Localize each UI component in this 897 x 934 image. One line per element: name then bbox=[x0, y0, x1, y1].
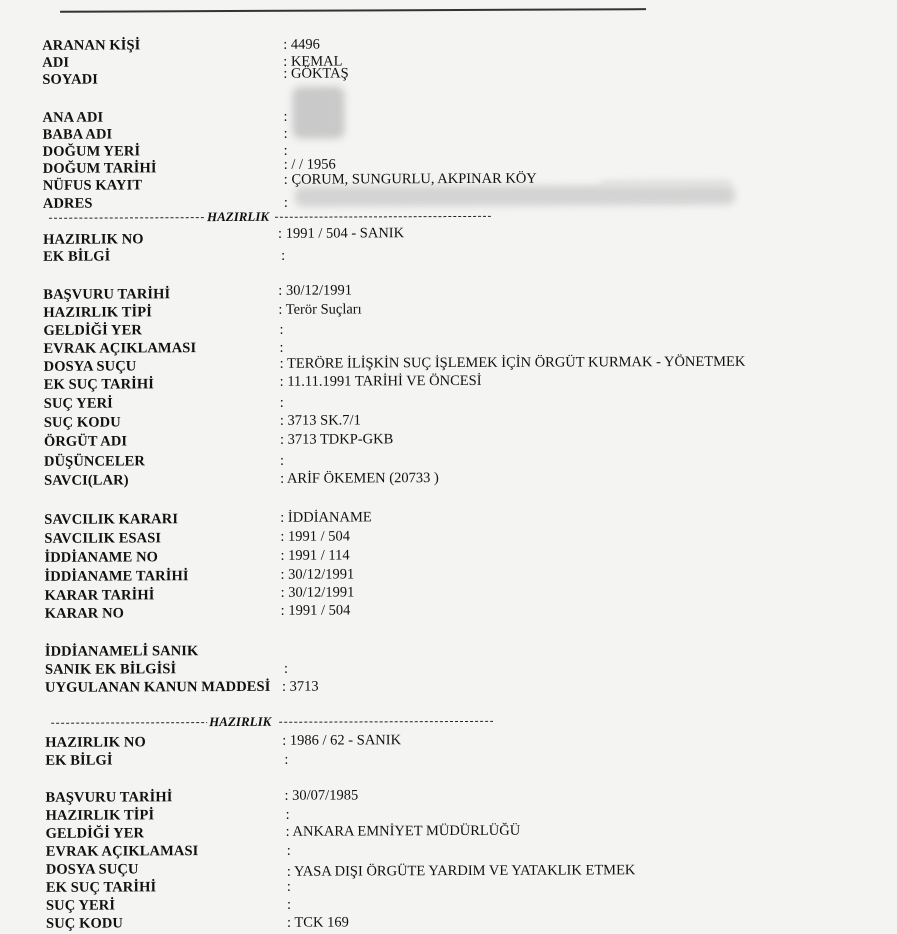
field-value: : ARİF ÖKEMEN (20733 ) bbox=[280, 470, 439, 487]
field-value: : bbox=[279, 339, 284, 356]
field-value: : bbox=[283, 194, 288, 211]
field-label: BAŞVURU TARİHİ bbox=[45, 789, 173, 806]
row-savcilar bbox=[2, 469, 897, 491]
field-value: : 1986 / 62 - SANIK bbox=[282, 732, 402, 749]
field-value: : 4496 bbox=[283, 36, 320, 53]
field-value: : ÇORUM, SUNGURLU, AKPINAR KÖY bbox=[283, 170, 537, 188]
field-label: EK BİLGİ bbox=[43, 248, 111, 265]
field-label: GELDİĞİ YER bbox=[45, 825, 145, 842]
field-value: : bbox=[286, 842, 291, 859]
field-value: : 1991 / 114 bbox=[280, 547, 350, 564]
field-label: SUÇ KODU bbox=[45, 915, 124, 932]
field-value: : bbox=[284, 751, 289, 768]
field-label: İDDİANAME TARİHİ bbox=[44, 568, 189, 585]
row-uygulanan-kanun-maddesi bbox=[3, 676, 897, 698]
field-value: : bbox=[283, 660, 288, 677]
field-label: SOYADI bbox=[42, 71, 99, 88]
field-value: : YASA DIŞI ÖRGÜTE YARDIM VE YATAKLIK ETMEK bbox=[286, 862, 636, 880]
field-value: : 30/12/1991 bbox=[280, 584, 355, 601]
row-ek-bilgi-2 bbox=[3, 749, 897, 771]
section-separator bbox=[49, 208, 491, 228]
field-value: : 3713 bbox=[281, 678, 319, 695]
field-value: : bbox=[283, 142, 288, 159]
field-label: ANA ADI bbox=[42, 109, 104, 126]
field-label: BAŞVURU TARİHİ bbox=[43, 286, 171, 303]
field-value: : bbox=[281, 247, 286, 264]
field-label: EVRAK AÇIKLAMASI bbox=[43, 340, 197, 357]
field-label: HAZIRLIK TİPİ bbox=[45, 807, 155, 824]
section-separator bbox=[51, 713, 493, 733]
field-label: DOĞUM YERİ bbox=[42, 143, 141, 160]
field-value: : bbox=[279, 452, 285, 469]
field-value: : İDDİANAME bbox=[280, 509, 372, 526]
top-rule bbox=[60, 8, 646, 13]
field-label: EVRAK AÇIKLAMASI bbox=[45, 843, 199, 860]
field-value: : 30/12/1991 bbox=[278, 282, 353, 299]
field-label: UYGULANAN KANUN MADDESİ bbox=[44, 678, 271, 696]
field-label: EK BİLGİ bbox=[45, 752, 113, 769]
field-label: GELDİĞİ YER bbox=[43, 322, 142, 339]
field-label: SUÇ YERİ bbox=[45, 897, 116, 914]
field-value: : 1991 / 504 bbox=[280, 602, 351, 619]
field-value: : ANKARA EMNİYET MÜDÜRLÜĞÜ bbox=[285, 822, 521, 840]
field-label: SUÇ YERİ bbox=[43, 395, 113, 412]
field-label: KARAR TARİHİ bbox=[44, 587, 155, 604]
field-label: DOSYA SUÇU bbox=[43, 358, 137, 375]
field-value: : bbox=[285, 806, 290, 823]
field-label: ADRES bbox=[42, 195, 93, 212]
field-label: SANIK EK BİLGİSİ bbox=[44, 661, 177, 678]
field-label: KARAR NO bbox=[44, 605, 125, 622]
field-label: HAZIRLIK NO bbox=[43, 231, 144, 248]
field-label: ARANAN KİŞİ bbox=[42, 37, 141, 54]
field-value: : 11.11.1991 TARİHİ VE ÖNCESİ bbox=[279, 372, 482, 390]
field-value: : 30/07/1985 bbox=[284, 787, 359, 804]
field-value: : KEMAL bbox=[283, 53, 343, 70]
field-label: DOĞUM TARİHİ bbox=[42, 160, 157, 177]
field-label: EK SUÇ TARİHİ bbox=[45, 879, 157, 896]
field-value: : bbox=[279, 321, 284, 338]
row-soyadi bbox=[0, 65, 897, 90]
field-label: EK SUÇ TARİHİ bbox=[43, 376, 155, 393]
separator-title: HAZIRLIK bbox=[205, 209, 271, 225]
field-value: : 30/12/1991 bbox=[280, 566, 355, 583]
field-label: SAVCILIK KARARI bbox=[44, 511, 179, 528]
row-suc-kodu-2 bbox=[4, 912, 897, 934]
field-value: : / / 1956 bbox=[283, 156, 336, 173]
field-label: DOSYA SUÇU bbox=[45, 861, 139, 878]
field-label: BABA ADI bbox=[42, 126, 113, 143]
field-value: : 3713 TDKP-GKB bbox=[279, 431, 394, 448]
field-value: : 1991 / 504 bbox=[280, 528, 351, 545]
field-value: : TCK 169 bbox=[286, 914, 349, 931]
field-label: İDDİANAME NO bbox=[44, 549, 159, 566]
field-label: DÜŞÜNCELER bbox=[43, 453, 145, 470]
field-label: HAZIRLIK TİPİ bbox=[43, 304, 153, 321]
field-value: : bbox=[283, 108, 288, 125]
field-value: : 1991 / 504 - SANIK bbox=[277, 225, 405, 242]
row-ek-bilgi bbox=[1, 245, 897, 267]
field-value: : TERÖRE İLİŞKİN SUÇ İŞLEMEK İÇİN ÖRGÜT KURMAK - YÖNETMEK bbox=[279, 353, 746, 372]
field-value: : bbox=[283, 125, 288, 142]
field-value: : bbox=[279, 394, 284, 411]
field-label: SUÇ KODU bbox=[43, 414, 121, 431]
field-value: : Terör Suçları bbox=[278, 301, 362, 318]
field-label: HAZIRLIK NO bbox=[45, 734, 146, 751]
field-value: : bbox=[286, 896, 292, 913]
separator-title: HAZIRLIK bbox=[207, 714, 273, 730]
field-label: NÜFUS KAYIT bbox=[42, 177, 143, 194]
field-label: SAVCI(LAR) bbox=[44, 472, 129, 489]
row-karar-no bbox=[3, 602, 897, 624]
field-value: : bbox=[286, 878, 291, 895]
field-label: ÖRGÜT ADI bbox=[43, 433, 128, 450]
field-label: SAVCILIK ESASI bbox=[44, 530, 162, 547]
field-label: İDDİANAMELİ SANIK bbox=[44, 643, 199, 660]
field-value: : 3713 SK.7/1 bbox=[279, 412, 361, 429]
field-label: ADI bbox=[42, 54, 70, 71]
field-value: : GÖKTAŞ bbox=[283, 65, 349, 82]
row-orgut-adi bbox=[2, 430, 897, 452]
